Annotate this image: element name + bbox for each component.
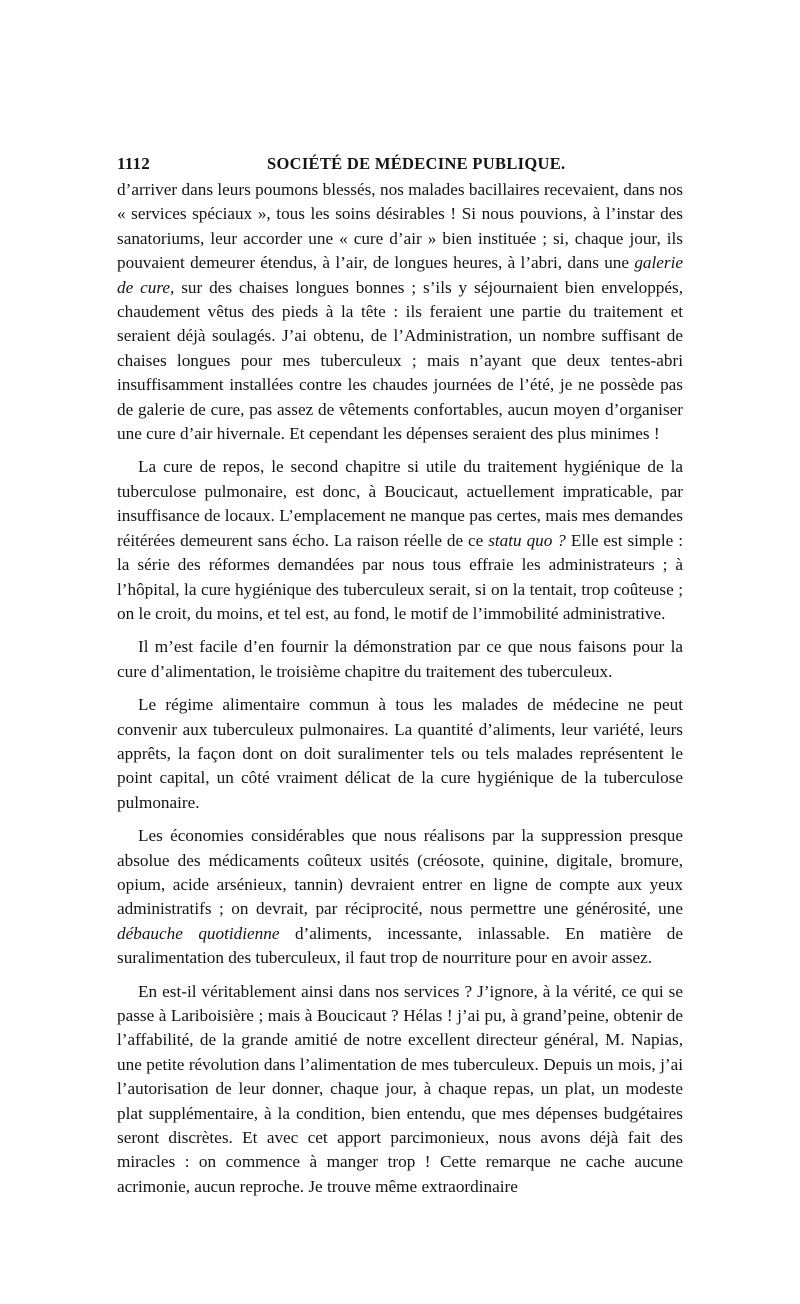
- paragraph: [117, 635, 683, 684]
- italic-run: statu quo ?: [488, 530, 566, 550]
- paragraph: [117, 693, 683, 815]
- text-run: Le régime alimentaire commun à tous les malades de médecine ne peut convenir aux tuberculeux pulmonaires. La quantité d’aliments, leur variété, leurs apprêts, la façon dont on doit suralimenter tels ou tels malades représentent le point capital, un côté vraiment délicat de la cure hygiénique de la tuberculose pulmonaire.: [117, 695, 683, 812]
- book-page: [117, 150, 683, 1208]
- text-run: En est-il véritablement ainsi dans nos services ? J’ignore, à la vérité, ce qui se passe à Lariboisière ; mais à Boucicaut ? Hélas ! j’ai pu, à grand’peine, obtenir de l’affabilité, de la grande amitié de notre excellent directeur général, M. Napias, une petite révolution dans l’alimentation de mes tuberculeux. Depuis un mois, j’ai l’autorisation de leur donner, chaque jour, à chaque repas, un plat, un modeste plat supplémentaire, à la condition, bien entendu, que mes dépenses budgétaires seront discrètes. Et avec cet apport parcimonieux, nous avons déjà fait des miracles : on commence à manger trop ! Cette remarque ne cache aucune acrimonie, aucun reproche. Je trouve même extraordinaire: [117, 981, 683, 1196]
- italic-run: galerie de cure: [117, 253, 683, 297]
- paragraph: [117, 455, 683, 626]
- paragraph: [117, 178, 683, 446]
- text-run: Elle est simple : la série des réformes demandées par nous tous effraie les administrateurs ; à l’hôpital, la cure hygiénique des tuberculeux serait, si on la tentait, trop coûteuse ; on le croit, du moins, et tel est, au fond, le motif de l’immobilité administrative.: [117, 530, 683, 623]
- running-head: [117, 150, 683, 178]
- body-text: [117, 178, 683, 1199]
- italic-run: débauche quotidienne: [117, 923, 280, 943]
- paragraph: [117, 980, 683, 1200]
- text-run: Les économies considérables que nous réalisons par la suppression presque absolue des médicaments coûteux usités (créosote, quinine, digitale, bromure, opium, acide arsénieux, tannin) devraient entrer en ligne de compte aux yeux administratifs ; on devrait, par réciprocité, nous permettre une générosité, une: [117, 826, 683, 919]
- page-number: 1112: [117, 154, 150, 173]
- text-run: , sur des chaises longues bonnes ; s’ils y séjournaient bien enveloppés, chaudement vêtus des pieds à la tête : ils feraient une partie du traitement et seraient déjà soulagés. J’ai obtenu, de l’Administration, un nombre suffisant de chaises longues pour mes tuberculeux ; mais n’ayant que deux tentes-abri insuffisamment installées contre les chaudes journées de l’été, je ne possède pas de galerie de cure, pas assez de vêtements confortables, aucun moyen d’organiser une cure d’air hivernale. Et cependant les dépenses seraient des plus minimes !: [117, 277, 684, 444]
- text-run: d’arriver dans leurs poumons blessés, nos malades bacillaires recevaient, dans nos « services spéciaux », tous les soins désirables ! Si nous pouvions, à l’instar des sanatoriums, leur accorder une « cure d’air » bien instituée ; si, chaque jour, ils pouvaient demeurer étendus, à l’air, de longues heures, à l’abri, dans une: [117, 180, 683, 273]
- text-run: Il m’est facile d’en fournir la démonstration par ce que nous faisons pour la cure d’alimentation, le troisième chapitre du traitement des tuberculeux.: [117, 637, 683, 681]
- running-title: SOCIÉTÉ DE MÉDECINE PUBLIQUE.: [267, 154, 566, 173]
- text-run: La cure de repos, le second chapitre si utile du traitement hygiénique de la tuberculose pulmonaire, est donc, à Boucicaut, actuellement impraticable, par insuffisance de locaux. L’emplacement ne manque pas certes, mais mes demandes réitérées demeurent sans écho. La raison réelle de ce: [117, 457, 683, 550]
- paragraph: [117, 824, 683, 970]
- text-run: d’aliments, incessante, inlassable. En matière de suralimentation des tuberculeux, il faut trop de nourriture pour en avoir assez.: [117, 923, 683, 968]
